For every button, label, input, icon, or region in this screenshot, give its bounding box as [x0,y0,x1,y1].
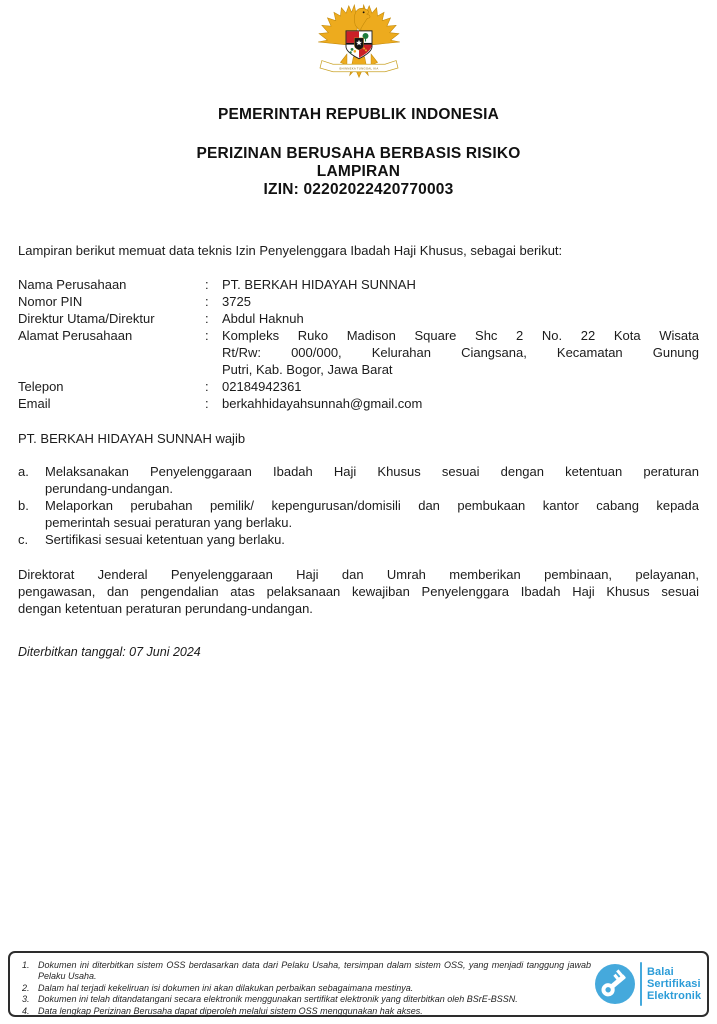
field-label: Email [18,396,51,411]
field-value: 3725 [222,294,251,309]
intro-text: Lampiran berikut memuat data teknis Izin Penyelenggara Ibadah Haji Khusus, sebagai berikut: [18,243,563,258]
obligation-list [18,463,699,548]
field-row-pin-number [18,293,699,310]
field-colon: : [205,328,209,343]
field-label: Nomor PIN [18,294,83,309]
list-item [18,531,699,548]
bsre-logo-text: Balai Sertifikasi Elektronik [647,965,702,1003]
field-row-company-name [18,276,699,293]
field-value: PT. BERKAH HIDAYAH SUNNAH [222,277,416,292]
emblem-motto: BHINNEKA TUNGGAL IKA [339,66,378,71]
issued-date: Diterbitkan tanggal: 07 Juni 2024 [18,645,201,659]
field-label: Nama Perusahaan [18,277,127,292]
garuda-pancasila-emblem [0,0,717,81]
field-value: Abdul Haknuh [222,311,304,326]
field-row-company-address [18,327,699,378]
field-colon: : [205,311,209,326]
list-marker: a. [18,464,29,479]
note-text: Dalam hal terjadi kekeliruan isi dokumen ini akan dilakukan perbaikan sebagaimana mestinya. [38,982,414,993]
field-colon: : [205,277,209,292]
field-label: Alamat Perusahaan [18,328,133,343]
note-number: 2. [22,982,30,993]
field-value: 02184942361 [222,379,302,394]
note-text: Dokumen ini telah ditandatangani secara elektronik menggunakan sertifikat elektronik yang diterbitkan oleh BSrE-BSSN. [38,994,518,1005]
note-text: Data lengkap Perizinan Berusaha dapat diperoleh melalui sistem OSS menggunakan hak akses. [38,1005,423,1016]
list-text: Melaksanakan Penyelenggaraan Ibadah Haji Khusus sesuai dengan ketentuan peraturan perundang-undangan. [45,464,699,496]
field-row-director [18,310,699,327]
footer-note [22,994,591,1005]
footer-notes [10,953,595,1015]
field-colon: : [205,294,209,309]
field-label: Direktur Utama/Direktur [18,311,155,326]
government-title: PEMERINTAH REPUBLIK INDONESIA [217,106,500,123]
license-number: IZIN: 02202022420770003 [263,181,454,198]
logo-divider [640,962,642,1006]
field-value [222,327,699,378]
note-text: Dokumen ini diterbitkan sistem OSS berdasarkan data dari Pelaku Usaha, tersimpan dalam sistem OSS, yang menjadi tanggung jawab Pelaku Usaha. [38,960,591,982]
field-colon: : [205,379,209,394]
field-row-phone [18,378,699,395]
list-text: Melaporkan perubahan pemilik/ kepengurusan/domisili dan pembukaan kantor cabang kepada pemerintah sesuai peraturan yang berlaku. [45,498,699,530]
field-colon: : [205,396,209,411]
field-row-email [18,395,699,412]
footer-note [22,960,591,983]
bsre-key-icon [595,964,635,1004]
list-item [18,497,699,531]
list-marker: b. [18,498,29,513]
field-value: berkahhidayahsunnah@gmail.com [222,396,423,411]
note-number: 1. [22,960,30,970]
address-line: Putri, Kab. Bogor, Jawa Barat [222,362,393,377]
list-text: Sertifikasi sesuai ketentuan yang berlaku. [45,532,285,547]
footer-note [22,983,591,994]
document-title: PERIZINAN BERUSAHA BERBASIS RISIKO [196,145,521,162]
address-line: Kompleks Ruko Madison Square Shc 2 No. 22 Kota Wisata [222,328,699,343]
closing-paragraph: Direktorat Jenderal Penyelenggaraan Haji dan Umrah memberikan pembinaan, pelayanan, pengawasan, dan pengendalian atas pelaksanaan kewajiban Penyelenggara Ibadah Haji Khusus sesuai dengan ketentuan peraturan perundang-undangan. [18,567,699,616]
note-number: 4. [22,1005,30,1016]
list-item [18,463,699,497]
garuda-icon [311,3,407,81]
footer-disclaimer-box [8,951,709,1017]
bsre-logo [595,953,707,1015]
obligation-lead: PT. BERKAH HIDAYAH SUNNAH wajib [18,431,246,446]
field-label: Telepon [18,379,64,394]
company-data-fields [18,276,699,412]
footer-note [22,1006,591,1017]
note-number: 3. [22,994,30,1005]
list-marker: c. [18,532,29,547]
address-line: Rt/Rw: 000/000, Kelurahan Ciangsana, Kecamatan Gunung [222,345,699,360]
document-subtitle: LAMPIRAN [316,163,401,180]
